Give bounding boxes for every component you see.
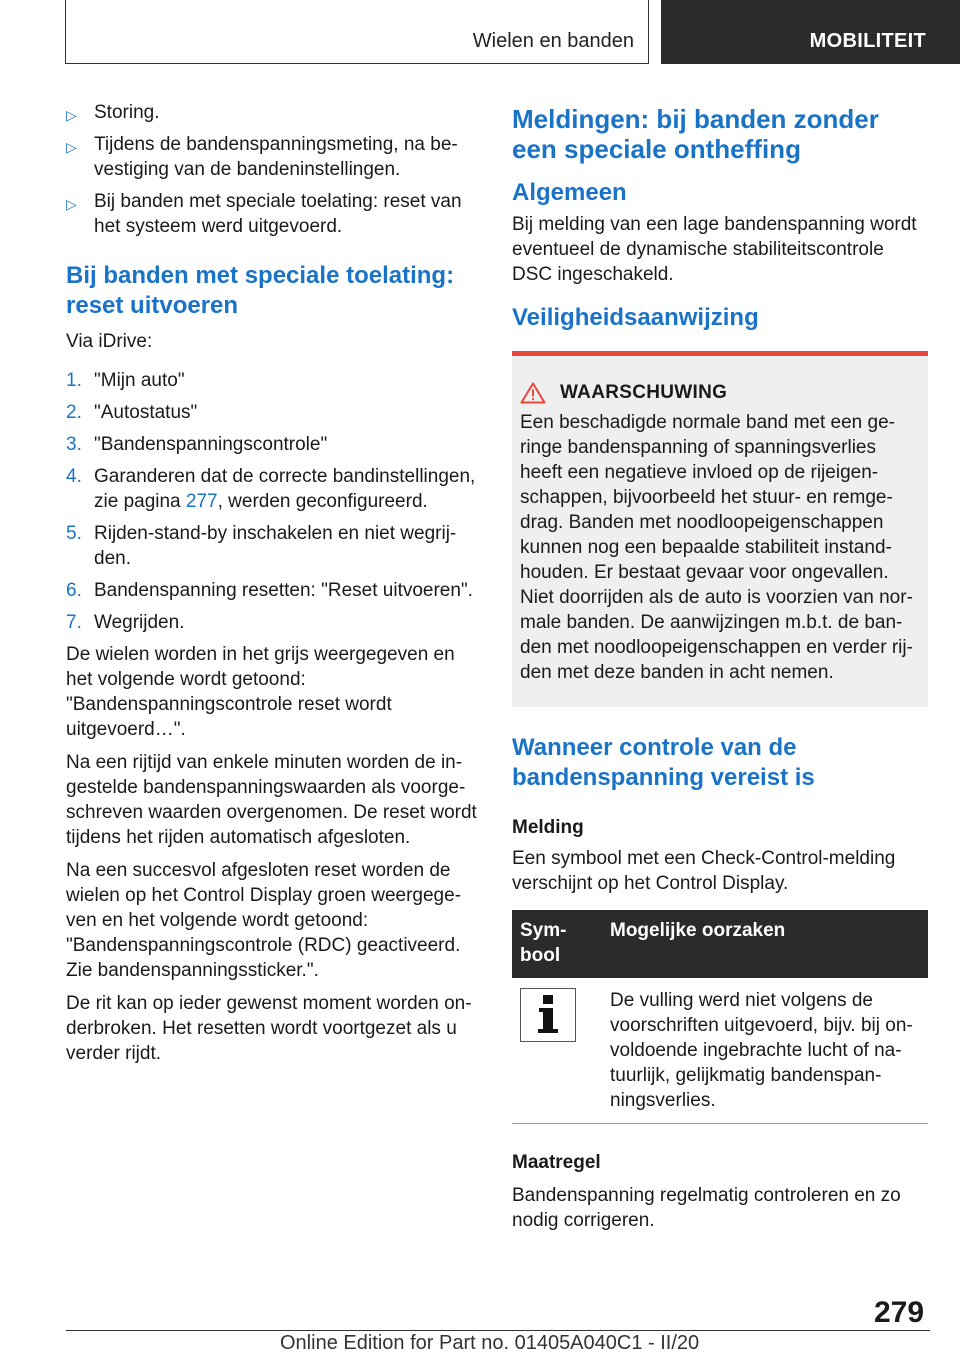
section-heading-messages: Meldingen: bij banden zonder een speciale ontheffing <box>512 104 879 164</box>
triangle-right-icon: ▷ <box>66 139 77 155</box>
list-item: ▷ Bij banden met speciale toelating: reset van het systeem werd uitgevoerd. <box>66 191 462 237</box>
header-section-box <box>65 0 649 64</box>
page-number: 279 <box>874 1296 925 1329</box>
warning-header <box>520 382 920 404</box>
right-column <box>512 100 928 1233</box>
table-cell-symbol <box>512 978 602 1124</box>
table-header-causes: Mogelijke oorzaken <box>602 910 928 978</box>
table-cell-causes: De vulling werd niet volgens de voorschriften uitgevoerd, bijv. bij onvoldoende ingebrachte lucht of natuurlijk, gelijkmatig bandenspanningsverlies. <box>602 978 928 1124</box>
footer-edition <box>280 1332 699 1355</box>
table-header-symbol: Symbool <box>512 910 602 978</box>
header-section-title: Wielen en banden <box>472 30 634 52</box>
step-item: 5. Rijden-stand-by inschakelen en niet wegrijden. <box>66 523 457 569</box>
bullet-list <box>66 100 478 239</box>
melding-text: Een symbool met een Check-Control-melding verschijnt op het Control Display. <box>512 848 896 894</box>
warning-box <box>512 351 928 707</box>
warning-triangle-icon <box>520 382 546 404</box>
step-item: 4. Garanderen dat de correcte bandinstellingen, zie pagina 277, werden geconfigureerd. <box>66 466 476 512</box>
step-item: 6. Bandenspanning resetten: "Reset uitvoeren". <box>66 580 473 601</box>
list-item: ▷ Tijdens de bandenspanningsmeting, na bevestiging van de bandeninstellingen. <box>66 134 458 180</box>
step-item: 1. "Mijn auto" <box>66 370 185 391</box>
warning-text: Een beschadigde normale band met een geringe bandenspanning of spanningsverlies heeft een negatieve invloed op de rijeigenschappen, bijvoorbeeld het stuur- en remgedrag. Banden met noodloopeigenschappen kunnen nog een bepaalde stabiliteit instandhouden. Er bestaat gevaar voor ongevallen. Niet doorrijden als de auto is voorzien van normale banden. De aanwijzingen m.b.t. de banden met noodloopeigenschappen en verder rijden met deze banden in acht nemen. <box>520 412 913 683</box>
body-paragraph: Na een succesvol afgesloten reset worden de wielen op het Control Display groen weergegeven en het volgende wordt getoond: "Bandenspanningscontrole (RDC) geactiveerd. Zie bandenspanningssticker.". <box>66 860 462 981</box>
body-paragraph: De rit kan op ieder gewenst moment worden onderbroken. Het resetten wordt voortgezet als u verder rijdt. <box>66 993 472 1064</box>
header-chapter-title: MOBILITEIT <box>809 30 926 52</box>
body-paragraph: De wielen worden in het grijs weergegeven en het volgende wordt getoond: "Bandenspanningscontrole reset wordt uitgevoerd…". <box>66 644 455 740</box>
step-item: 7. Wegrijden. <box>66 612 185 633</box>
step-list <box>66 368 478 635</box>
melding-label: Melding <box>512 817 584 838</box>
triangle-right-icon: ▷ <box>66 196 77 212</box>
info-icon <box>520 988 576 1042</box>
table-header-row <box>512 910 928 978</box>
triangle-right-icon: ▷ <box>66 107 77 123</box>
table-row <box>512 978 928 1124</box>
general-text: Bij melding van een lage bandenspanning wordt eventueel de dynamische stabiliteitscontrole DSC ingeschakeld. <box>512 214 917 285</box>
symbol-table <box>512 910 928 1124</box>
step-item: 2. "Autostatus" <box>66 402 198 423</box>
footer-edition-text: Online Edition for Part no. 01405A040C1 - II/20 <box>280 1332 700 1354</box>
list-item: ▷ Storing. <box>66 100 478 125</box>
footer-divider <box>66 1330 930 1331</box>
body-paragraph: Na een rijtijd van enkele minuten worden de ingestelde bandenspanningswaarden als voorgeschreven waarden overgenomen. De reset wordt tijdens het rijden automatisch afgesloten. <box>66 752 477 848</box>
subheading-check: Wanneer controle van de bandenspanning vereist is <box>512 734 815 791</box>
subheading-general: Algemeen <box>512 179 627 206</box>
maatregel-label: Maatregel <box>512 1152 601 1173</box>
intro-text: Via iDrive: <box>66 331 153 352</box>
page-link[interactable]: 277 <box>185 491 218 512</box>
step-item: 3. "Bandenspanningscontrole" <box>66 434 328 455</box>
maatregel-text: Bandenspanning regelmatig controleren en zo nodig corrigeren. <box>512 1185 901 1231</box>
left-column <box>66 100 478 1074</box>
header-chapter-box <box>661 0 960 64</box>
warning-title: WAARSCHUWING <box>560 382 728 403</box>
section-heading-reset: Bij banden met speciale toelating: reset uitvoeren <box>66 262 455 319</box>
subheading-safety: Veiligheidsaanwijzing <box>512 304 759 331</box>
